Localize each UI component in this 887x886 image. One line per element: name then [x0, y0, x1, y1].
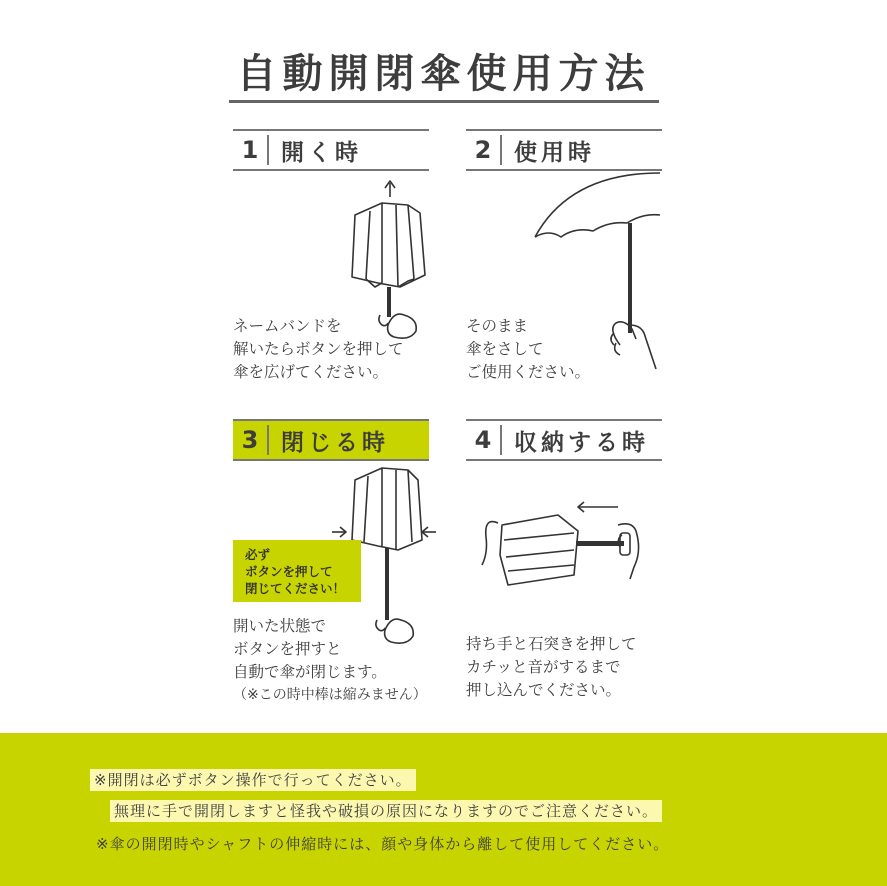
- warning-callout: [233, 540, 361, 602]
- step-3-header: [233, 419, 429, 461]
- step-3-line: 自動で傘が閉じます。: [233, 663, 387, 681]
- step-3-line: 開いた状態で: [233, 617, 327, 635]
- step-2-line: ご使用ください。: [466, 363, 591, 381]
- step-1-label: 開く時: [281, 139, 362, 166]
- notice-line-2: 無理に手で開閉しますと怪我や破損の原因になりますのでご注意ください。: [110, 800, 662, 822]
- notice-line-1: ※開閉は必ずボタン操作で行ってください。: [90, 769, 416, 791]
- step-3-number: 3: [233, 425, 269, 455]
- step-1-line: 傘を広げてください。: [233, 363, 389, 381]
- step-1-header: [233, 129, 429, 171]
- step-1-line: ネームバンドを: [233, 317, 342, 335]
- step-3-note: （※この時中棒は縮みません）: [233, 687, 427, 703]
- step-4-header: [466, 419, 662, 461]
- step-2-description: [466, 315, 590, 384]
- step-4-line: 持ち手と石突きを押して: [466, 635, 637, 653]
- callout-line: 必ず: [245, 547, 271, 562]
- step-4-description: [466, 633, 637, 702]
- step-1-description: [233, 315, 404, 384]
- step-4-label: 収納する時: [514, 429, 649, 456]
- step-3-label: 閉じる時: [281, 429, 389, 456]
- notice-line-3: ※傘の開閉時やシャフトの伸縮時には、顔や身体から離して使用してください。: [96, 835, 670, 853]
- step-3-line: ボタンを押すと: [233, 640, 342, 658]
- step-4-number: 4: [466, 425, 502, 455]
- step-4-line: 押し込んでください。: [466, 681, 622, 699]
- step-2-line: 傘をさして: [466, 340, 544, 358]
- step-1-number: 1: [233, 135, 269, 165]
- page-title: 自動開閉傘使用方法: [236, 51, 651, 97]
- title-divider: [229, 100, 659, 103]
- step-1-line: 解いたらボタンを押して: [233, 340, 404, 358]
- step-2-label: 使用時: [514, 139, 595, 166]
- callout-tail: [348, 540, 362, 562]
- step-4-line: カチッと音がするまで: [466, 658, 621, 676]
- step-2-number: 2: [466, 135, 502, 165]
- storing-umbrella-illustration: [478, 495, 658, 595]
- step-3-description: [233, 615, 427, 707]
- callout-line: ボタンを押して: [245, 564, 333, 579]
- callout-line: 閉じてください！: [245, 581, 346, 596]
- step-2-line: そのまま: [466, 317, 529, 335]
